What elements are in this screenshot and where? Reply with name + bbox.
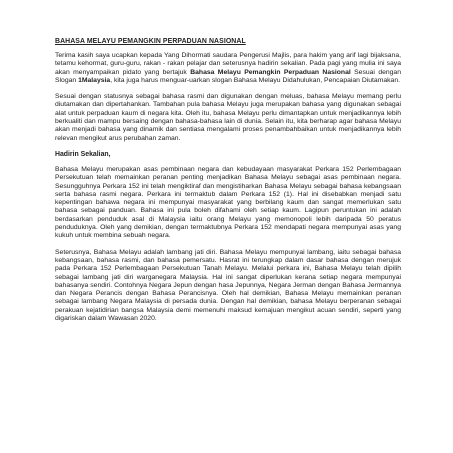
opening-text-2: Sesuai dengan Slogan: [55, 68, 401, 84]
paragraph-article-152: Bahasa Melayu merupakan asas pembinaan negara dan kebudayaan masyarakat Perkara 152 Perlembagaan Persekutuan telah memainkan peranan penting menjadikan Bahasa Melayu sebagai asas pembinaan negara. Sesungguhnya Perkara 152 ini telah mengiktiraf dan mengistiharkan Bahasa Melayu sebagai bahasa kebangsaan serta bahasa rasmi negara. Perkara ini termaktub dalam Perkara 152 (1). Hal ini disebabkan menjadi satu kepentingan bahawa negara ini mempunyai masyarakat yang berbilang kaum dan sangat memerlukan satu bahasa sebagai panduan. Bahasa ini pula boleh difahami oleh setiap kaum. Lagipun peruntukan ini adalah berdasarkan penduduk asal di Malaysia iaitu orang Melayu yang memonopoli lebih daripada 50 peratus penduduknya. Oleh yang demikian, dengan termaktubnya Perkara 152 mendapati negara mempunyai asas yang kukuh untuk membina sebuah negara.: [55, 165, 401, 240]
opening-text-3: , kita juga harus menguar-uarkan slogan Bahasa Melayu Didahulukan, Pencapaian Diutamakan.: [110, 76, 400, 84]
paragraph-identity: Seterusnya, Bahasa Melayu adalah lambang jati diri. Bahasa Melayu mempunyai lambang, iaitu sebagai bahasa kebangsaan, bahasa rasmi, dan bahasa pemersatu. Hasrat ini terungkap dalam dasar bahasa dengan merujuk pada Perkara 152 Perlembagaan Persekutuan Tanah Melayu. Melalui perkara ini, Bahasa Melayu telah dipilih sebagai lambang jati diri warganegara Malaysia. Hal ini sangat diperlukan kerana setiap negara mempunyai bahasanya sendiri. Contohnya Negara Jepun dengan hasa Jepunnya, Negara Jerman dengan Bahasa Jermannya dan Negara Perancis dengan Bahasa Perancisnya. Oleh hal demikian, Bahasa Melayu memainkan peranan sebagai lambang Negara Malaysia di persada dunia. Dengan hal demikian, bahasa Melayu berperanan sebagai perakuan kejatidirian bangsa Malaysia demi memenuhi maksud kemajuan mengikut acuan sendiri, seperti yang digariskan dalam Wawasan 2020.: [55, 248, 401, 323]
opening-text-1: Terima kasih saya ucapkan kepada Yang Dihormati saudara Pengerusi Majlis, para hakim yang arif lagi bijaksana, tetamu kehormat, guru-guru, rakan - rakan pelajar dan seterusnya hadirin sekalian. Pada pagi yang mulia ini saya akan menyampaikan pidato yang bertajuk: [55, 52, 401, 76]
greeting-heading: Hadirin Sekalian,: [55, 150, 111, 158]
speech-title-bold: Bahasa Melayu Pemangkin Perpaduan Nasional: [190, 68, 351, 76]
paragraph-status: Sesuai dengan statusnya sebagai bahasa rasmi dan digunakan dengan meluas, bahasa Melayu memang perlu diutamakan dan dipertahankan. Tambahan pula bahasa Melayu juga merupakan bahasa yang digunakan sebagai alat untuk perpaduan kaum di negara kita. Oleh itu, bahasa Melayu perlu dimantapkan untuk menjadikannya lebih berkualiti dan mampu bersaing dengan bahasa-bahasa lain di dunia. Selain itu, kita berharap agar bahasa Melayu akan menjadi bahasa yang dinamik dan sentiasa mengalami proses penambahbaikan untuk menjadikannya lebih relevan mengikut arus perubahan zaman.: [55, 93, 401, 142]
document-title: BAHASA MELAYU PEMANGKIN PERPADUAN NASIONAL: [55, 38, 246, 45]
paragraph-opening: [55, 52, 401, 85]
slogan-bold: 1Malaysia: [78, 76, 111, 84]
